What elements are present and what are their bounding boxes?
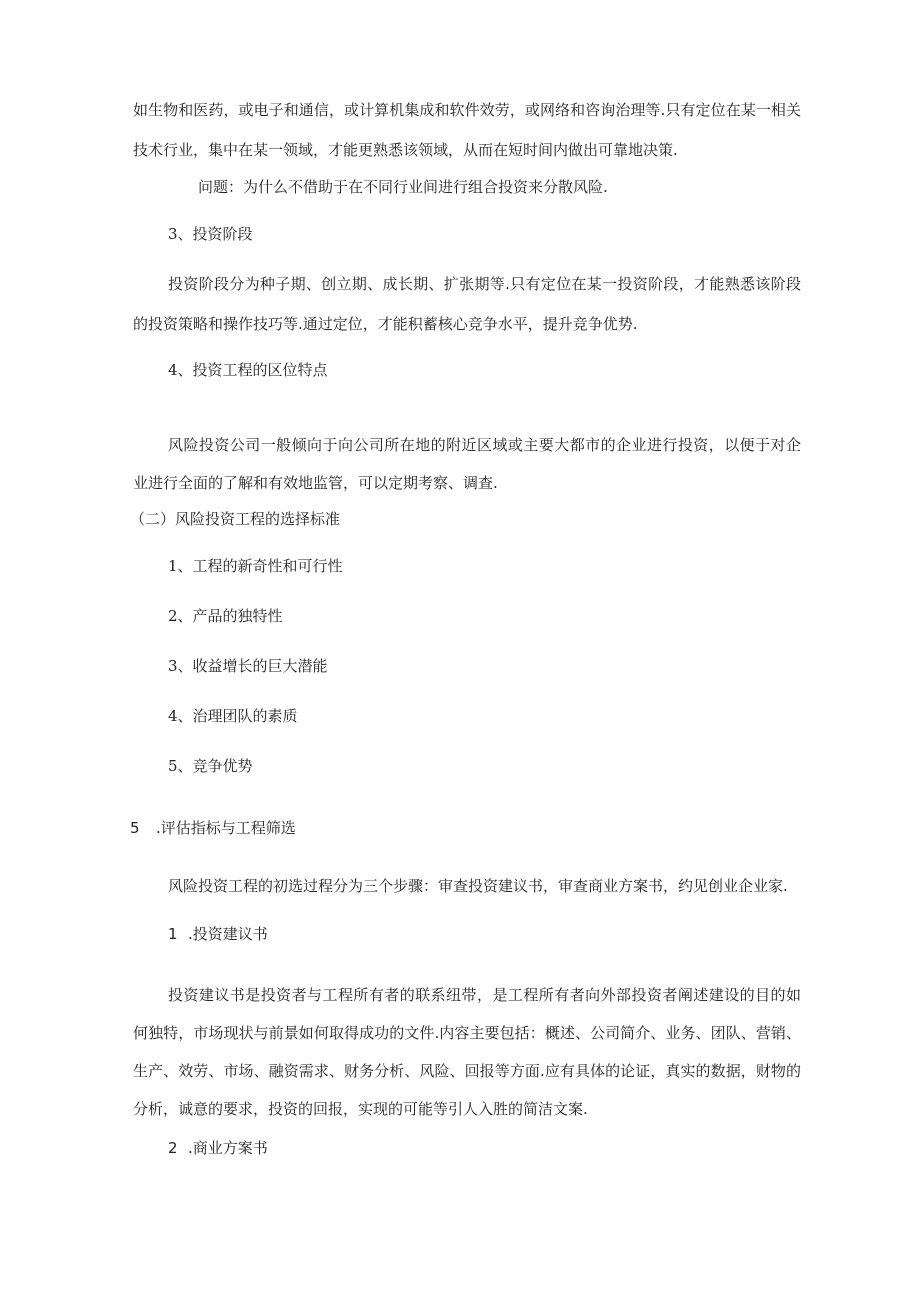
criteria-item: 5、竞争优势: [168, 757, 253, 775]
paragraph-line: 投资建议书是投资者与工程所有者的联系纽带，是工程所有者向外部投资者阐述建设的目的如: [168, 986, 801, 1004]
item-title: .评估指标与工程筛选: [156, 819, 296, 837]
paragraph-line: 生产、效劳、市场、融资需求、财务分析、风险、回报等方面.应有具体的论证，真实的数据，财物的: [133, 1062, 801, 1080]
item-number: 5: [130, 819, 140, 837]
criteria-item: 4、治理团队的素质: [168, 707, 298, 725]
sub-title: .投资建议书: [188, 925, 268, 943]
paragraph-line: 技术行业，集中在某一领域，才能更熟悉该领域，从而在短时间内做出可靠地决策.: [133, 141, 678, 159]
section-heading: （二）风险投资工程的选择标准: [130, 510, 341, 528]
criteria-item: 2、产品的独特性: [168, 607, 283, 625]
item-heading: 3、投资阶段: [168, 225, 253, 243]
item-heading: [130, 818, 296, 838]
sub-title: .商业方案书: [188, 1139, 268, 1157]
paragraph-line: 风险投资工程的初选过程分为三个步骤：审查投资建议书，审查商业方案书，约见创业企业家.: [168, 877, 788, 895]
question-text: 问题：为什么不借助于在不同行业间进行组合投资来分散风险.: [198, 178, 608, 196]
paragraph-line: 的投资策略和操作技巧等.通过定位，才能积蓄核心竞争水平，提升竞争优势.: [133, 315, 638, 333]
paragraph-line: 投资阶段分为种子期、创立期、成长期、扩张期等.只有定位在某一投资阶段，才能熟悉该阶段: [168, 275, 801, 293]
paragraph-line: 分析，诚意的要求，投资的回报，实现的可能等引人入胜的简洁文案.: [133, 1100, 588, 1118]
item-heading: 4、投资工程的区位特点: [168, 361, 328, 379]
paragraph-line: 风险投资公司一般倾向于向公司所在地的附近区域或主要大都市的企业进行投资，以便于对企: [168, 436, 801, 454]
paragraph-line: 业进行全面的了解和有效地监管，可以定期考察、调查.: [133, 474, 498, 492]
sub-number: 2: [168, 1139, 178, 1157]
sub-number: 1: [168, 925, 178, 943]
paragraph-line: 如生物和医药，或电子和通信，或计算机集成和软件效劳，或网络和咨询治理等.只有定位在某一相关: [133, 101, 801, 119]
sub-heading: [168, 1138, 268, 1158]
sub-heading: [168, 924, 268, 944]
criteria-item: 1、工程的新奇性和可行性: [168, 557, 343, 575]
criteria-item: 3、收益增长的巨大潜能: [168, 657, 328, 675]
paragraph-line: 何独特，市场现状与前景如何取得成功的文件.内容主要包括：概述、公司简介、业务、团队、营销、: [133, 1024, 801, 1042]
